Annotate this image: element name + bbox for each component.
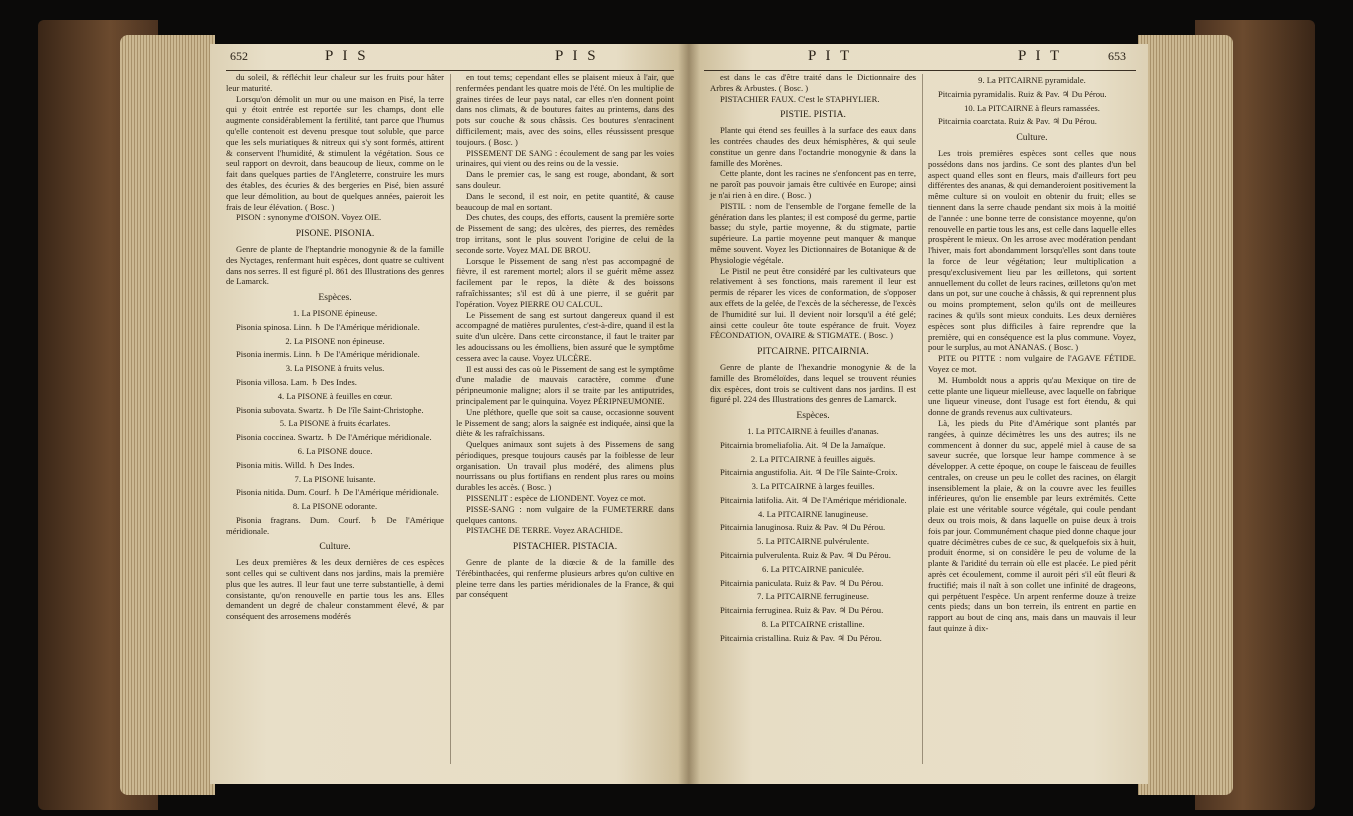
species-entry: 8. La PITCAIRNE cristalline. [761,619,865,630]
section-heading: PISTACHIER. PISTACIA. [512,541,618,553]
paragraph: Pitcairnia pyramidalis. Ruiz & Pav. ♃ Du Pérou. [938,88,1107,99]
paragraph: Cette plante, dont les racines ne s'enfoncent pas en terre, ne paroît pas pouvoir jamais être cultivée en Europe; ainsi je n'ai rien à en dire. ( Bosc. ) [710,168,916,200]
left-running-head-1: P I S [325,48,369,64]
right-running-head-2: P I T [1018,48,1063,64]
paragraph: Genre de plante de la diœcie & de la famille des Térébinthacées, qui renferme plusieurs arbres qu'on cultive en pleine terre dans les parties méridionales de la France, & qui par conséquent [456,557,674,600]
paragraph: Pitcairnia pulverulenta. Ruiz & Pav. ♃ Du Pérou. [720,550,891,561]
section-heading: Culture. [319,541,351,553]
species-entry: 4. La PISONE à feuilles en cœur. [277,390,393,401]
species-entry: 3. La PISONE à fruits velus. [285,363,385,374]
paragraph: Pisonia villosa. Lam. ♄ Des Indes. [236,376,357,387]
paragraph: PISTACHE DE TERRE. Voyez ARACHIDE. [466,525,623,536]
paragraph: Genre de plante de l'heptandrie monogynie & de la famille des Nyctages, renfermant huit espèces, dont quatre se cultivent dans nos serres. Il est figuré pl. 861 des Illustrations des genres de Lamarck. [226,243,444,287]
species-entry: 2. La PITCAIRNE à feuilles aiguës. [750,453,876,464]
section-heading: PITCAIRNE. PITCAIRNIA. [757,346,869,358]
paragraph: Plante qui étend ses feuilles à la surface des eaux dans les contrées chaudes des deux hémisphères, & qui seule constitue un genre dans l'octandrie monogynie & dans la famille des Morènes. [710,125,916,168]
paragraph: du soleil, & réfléchit leur chaleur sur les fruits pour hâter leur maturité. [226,72,444,93]
species-entry: 10. La PITCAIRNE à fleurs ramassées. [964,102,1100,113]
paragraph: Lorsque le Pissement de sang n'est pas accompagné de fièvre, il est rarement mortel; alors il se guérit même assez facilement par le repos, la diète & des boissons rafraîchissantes; s'il est dû à une pierre, il se guérit par l'opération. Voyez PIERRE OU CALCUL. [456,255,674,309]
paragraph: Pitcairnia ferruginea. Ruiz & Pav. ♃ Du Pérou. [720,605,884,616]
paragraph: PISSEMENT DE SANG : écoulement de sang par les voies urinaires, qui vient ou des reins ou de la vessie. [456,147,674,169]
species-entry: 6. La PITCAIRNE paniculée. [762,563,864,574]
paragraph: Pisonia inermis. Linn. ♄ De l'Amérique méridionale. [236,349,420,360]
paragraph: Pitcairnia latifolia. Ait. ♃ De l'Amérique méridionale. [720,494,907,505]
paragraph: Il est aussi des cas où le Pissement de sang est le symptôme d'une maladie de mauvais caractère, comme d'une péripneumonie maligne; alors il se traite par les antiputrides, principalement par le quinquina. Voyez PÉRIPNEUMONIE. [456,363,674,406]
left-head-rule [226,70,674,71]
species-entry: 9. La PITCAIRNE pyramidale. [978,75,1086,85]
paragraph: Dans le premier cas, le sang est rouge, abondant, & sort sans douleur. [456,169,674,190]
species-entry: 1. La PISONE épineuse. [292,307,378,318]
right-running-head-1: P I T [808,48,853,64]
section-heading: PISONE. PISONIA. [295,228,375,240]
section-heading: Espèces. [796,410,830,422]
species-entry: 2. La PISONE non épineuse. [285,335,385,346]
paragraph: Pitcairnia angustifolia. Ait. ♃ De l'île Sainte-Croix. [720,467,898,478]
species-entry: 7. La PITCAIRNE ferrugineuse. [757,591,869,602]
paragraph: Pitcairnia paniculata. Ruiz & Pav. ♃ Du Pérou. [720,577,884,588]
right-page-number: 653 [1108,49,1126,63]
paragraph: M. Humboldt nous a appris qu'au Mexique on tire de cette plante une liqueur mielleuse, avec laquelle on fabrique une liqueur vineuse, dont l'usage est fort étendu, & qui donne de grands revenus aux cultivateurs. [928,374,1136,418]
paragraph: Genre de plante de l'hexandrie monogynie & de la famille des Broméloïdes, dans lequel se trouvent réunies dix espèces, dont trois se cultivent dans nos jardins. Il est figuré pl. 224 des Illustrations des genres de Lamarck. [710,361,916,405]
paragraph: PISSE-SANG : nom vulgaire de la FUMETERRE dans quelques cantons. [456,503,674,525]
right-page-edges [1138,35,1233,795]
paragraph: Pisonia fragrans. Dum. Courf. ♄ De l'Amérique méridionale. [226,514,444,536]
paragraph: Lorsqu'on démolit un mur ou une maison en Pisé, la terre qui y étoit entrée est reportée sur les champs, dont elle augmente considérablement la fertilité, tant parce que l'humus qu'elle contenoit est devenu presque tout soluble, que parce que les sels muriatiques & nitreux qui s'y sont formés, attirent & conservent l'humidité, & stimulent la végétation. Sous ce seul rapport on devroit, dans beaucoup de lieux, comme on le fait dans quelques parties de l'Angleterre, construire les murs des étables, des écuries & des bergeries en Pisé, bien assuré que leur démolition, au bout de quelques années, paieroit les frais de leur élévation. ( Bosc. ) [226,93,444,212]
left-column-2 [456,72,674,600]
paragraph: PISSENLIT : espèce de LIONDENT. Voyez ce mot. [466,493,646,504]
species-entry: 3. La PITCAIRNE à larges feuilles. [751,481,875,492]
paragraph: Pisonia subovata. Swartz. ♄ De l'île Saint-Christophe. [236,404,424,415]
paragraph: PISON : synonyme d'OISON. Voyez OIE. [236,212,382,223]
left-column-divider [450,74,451,764]
section-heading: Culture. [1016,132,1048,144]
paragraph: Pisonia mitis. Willd. ♄ Des Indes. [236,459,355,470]
species-entry: 5. La PITCAIRNE pulvérulente. [757,536,869,547]
left-column-1 [226,72,444,622]
paragraph: Le Pistil ne peut être considéré par les cultivateurs que relativement à ses fonctions, mais rarement il leur est permis de réparer les vices de conformation, de s'opposer aux effets de la gelée, de l'excès de la sécheresse, de l'excès de l'humidité sur lui. Il devient noir lorsqu'il a été gelé; ainsi cette couleur ôte toute espérance de fruit. Voyez FÉCONDATION, OVAIRE & STIGMATE. ( Bosc. ) [710,265,916,341]
left-page-edges [120,35,215,795]
species-entry: 5. La PISONE à fruits écarlates. [279,418,391,429]
right-column-1 [710,72,916,644]
book-gutter [678,44,700,784]
left-page [210,44,688,784]
paragraph: Les deux premières & les deux dernières de ces espèces sont celles qui se cultivent dans nos jardins, mais la première plus que les autres. Il leur faut une terre substantielle, à demi consistante, qu'on renouvelle en partie tous les ans. Elles demandent un degré de chaleur constamment élevé, & par conséquent des arrosemens modérés [226,557,444,622]
paragraph: Une pléthore, quelle que soit sa cause, occasionne souvent le Pissement de sang; alors la saignée est indiquée, ainsi que la diète & les rafraîchissans. [456,406,674,439]
paragraph: Pisonia spinosa. Linn. ♄ De l'Amérique méridionale. [236,321,420,332]
right-head-rule [704,70,1136,71]
section-heading: PISTIE. PISTIA. [780,109,846,121]
paragraph: Le Pissement de sang est surtout dangereux quand il est accompagné de matières purulentes, c'est-à-dire, quand il est la suite d'un ulcère. Dans cette circonstance, il faut le traiter par les adoucissans ou les émolliens, bien assuré que le symptôme cessera avec la cause. Voyez ULCÈRE. [456,309,674,363]
paragraph: Pisonia nitida. Dum. Courf. ♄ De l'Amérique méridionale. [236,487,439,498]
species-entry: 8. La PISONE odorante. [292,501,378,512]
right-column-2 [928,72,1136,634]
paragraph: est dans le cas d'être traité dans le Dictionnaire des Arbres & Arbustes. ( Bosc. ) [710,72,916,93]
paragraph: Pitcairnia cristallina. Ruiz & Pav. ♃ Du Pérou. [720,632,882,643]
paragraph: Là, les pieds du Pite d'Amérique sont plantés par rangées, à quinze décimètres les uns des autres; ils ne commencent à donner du suc, appelé miel à cause de sa saveur sucrée, que lorsque leur hampe commence à se développer. A cette époque, on coupe le faisceau de feuilles centrales, on creuse un peu le collet des racines, on élargit insensiblement la plaie, & on la couvre avec les feuilles inférieures, qu'on lie ensemble par leurs extrémités. Cette plaie est une véritable source végétale, qui coule pendant deux ou trois mois, & dans laquelle on puise deux à trois fois par jour. Communément chaque pied donne chaque jour quatre décimètres cubes de ce suc, & quelquefois six à huit, produit énorme, si on considère le peu de volume de la plante & l'aridité du terrain où elle est placée. Le pied périt après cet écoulement, comme il auroit péri s'il eût fleuri & fructifié; mais il naît à son collet une infinité de drageons, qui perpétuent l'espèce. Un arpent renferme douze à treize cents pieds; dans un bon terrein, ils entrent en partie en rapport au bout de cinq ans, mais dans un mauvais il leur faut quinze à dix- [928,417,1136,634]
paragraph: en tout tems; cependant elles se plaisent mieux à l'air, que renfermées pendant les quatre mois de l'été. On les multiplie de graines tirées de leur pays natal, car elles n'en donnent point dans nos climats, & de boutures faites au printems, dans des pots sur couche & sous châssis. Ces boutures s'enracinent difficilement; mais, avec des soins, elles réussissent presque toujours. ( Bosc. ) [456,72,674,147]
left-page-number: 652 [230,49,248,63]
left-running-head-2: P I S [555,48,599,64]
paragraph: PISTACHIER FAUX. C'est le STAPHYLIER. [720,93,880,104]
species-entry: 7. La PISONE luisante. [294,473,376,484]
paragraph: PITE ou PITTE : nom vulgaire de l'AGAVE FÉTIDE. Voyez ce mot. [928,353,1136,374]
section-heading: Espèces. [318,292,352,304]
paragraph: Pisonia coccinea. Swartz. ♄ De l'Amérique méridionale. [236,432,432,443]
paragraph: Pitcairnia lanuginosa. Ruiz & Pav. ♃ Du Pérou. [720,522,886,533]
species-entry: 6. La PISONE douce. [297,445,373,456]
paragraph: Dans le second, il est noir, en petite quantité, & cause beaucoup de mal en sortant. [456,190,674,212]
species-entry: 1. La PITCAIRNE à feuilles d'ananas. [747,425,879,436]
paragraph: Pitcairnia coarctata. Ruiz & Pav. ♃ Du Pérou. [938,116,1097,127]
right-column-divider [922,74,923,764]
paragraph: PISTIL : nom de l'ensemble de l'organe femelle de la génération dans les plantes; il est composé du germe, partie basse; du style, partie moyenne, & du stigmate, partie supérieure. La partie moyenne peut manquer & manque même souvent. Voyez les Dictionnaires de Botanique & de Physiologie végétale. [710,200,916,265]
paragraph: Les trois premières espèces sont celles que nous possédons dans nos jardins. Ce sont des plantes d'un bel aspect quand elles sont en fleurs, mais d'ailleurs fort peu différentes des ananas, & qui demanderoient positivement la même culture si on vouloit en obtenir du fruit; elles se tiennent dans la serre chaude pendant six mois à la moitié de l'année : une bonne terre de consistance moyenne, qu'on renouvelle en partie tous les ans, est celle dans laquelle elles prospèrent le mieux. On les arrose avec modération pendant l'hiver, mais fort abondamment lorsqu'elles sont dans toute la force de leur végétation; leur multiplication a presqu'exclusivement lieu par les œilletons, qui sortent annuellement du collet de leurs racines, œilletons qu'on met dans un pot, sur une couche à châssis, & qui reprennent plus ou moins promptement, selon qu'ils ont de meilleures racines & qu'ils sont mieux conduits. Les deux dernières espèces sont plus difficiles à faire reprendre que la première, qui en conséquence est la plus commune. Voyez, pour le surplus, au mot ANANAS. ( Bosc. ) [928,147,1136,353]
paragraph: Quelques animaux sont sujets à des Pissemens de sang périodiques, presque toujours causés par la foiblesse de leur organisation. Un travail plus modéré, des alimens plus nourrissans ou plus fortifians en rendent plus rares ou moins durables les accès. ( Bosc. ) [456,439,674,493]
paragraph: Pitcairnia bromeliafolia. Ait. ♃ De la Jamaïque. [720,439,886,450]
species-entry: 4. La PITCAIRNE lanugineuse. [757,508,869,519]
right-page [688,44,1148,784]
paragraph: Des chutes, des coups, des efforts, causent la première sorte de Pissement de sang; des ulcères, des pierres, des remèdes trop irritans, sont le plus souvent l'origine de celui de la seconde sorte. Voyez MAL DE BROU. [456,212,674,255]
